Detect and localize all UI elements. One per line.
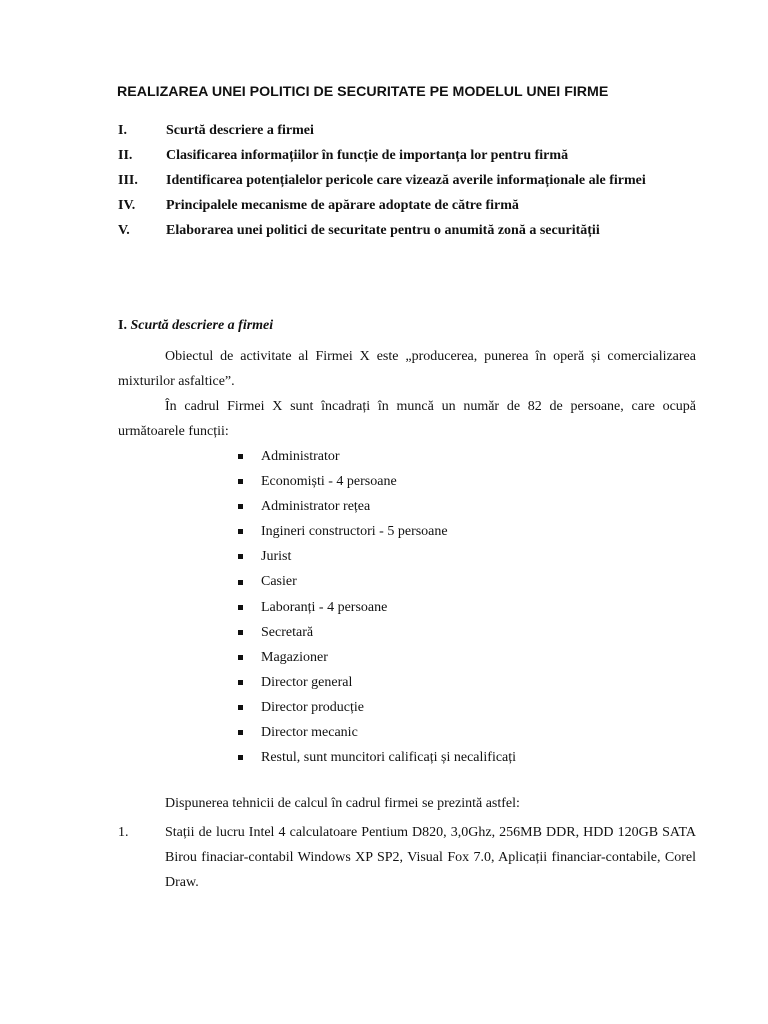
list-item-text: Magazioner — [261, 649, 328, 665]
list-item — [238, 469, 516, 494]
toc-item — [118, 193, 696, 218]
list-item — [238, 670, 516, 695]
toc-item-number: V. — [118, 223, 130, 238]
list-item-text: Director general — [261, 674, 353, 690]
list-item-text: Restul, sunt muncitori calificați și necalificați — [261, 750, 517, 766]
toc-item-number: III. — [118, 173, 138, 188]
toc-item — [118, 118, 696, 143]
bullet-icon — [238, 605, 243, 610]
bullet-icon — [238, 655, 243, 660]
toc-item-text: Scurtă descriere a firmei — [166, 123, 314, 138]
paragraph-equipment-intro: Dispunerea tehnicii de calcul în cadrul firmei se prezintă astfel: — [165, 796, 520, 811]
toc-item — [118, 218, 696, 243]
bullet-icon — [238, 479, 243, 484]
list-item-text: Administrator rețea — [261, 499, 371, 515]
list-item — [238, 494, 516, 519]
list-item-text: Secretară — [261, 624, 314, 640]
list-item — [238, 595, 516, 620]
toc-item-text: Clasificarea informațiilor în funcție de importanța lor pentru firmă — [166, 148, 569, 163]
toc-item — [118, 168, 696, 193]
bullet-icon — [238, 730, 243, 735]
toc-item-number: II. — [118, 148, 133, 163]
list-item — [238, 695, 516, 720]
list-item-text: Jurist — [261, 549, 292, 565]
bullet-icon — [238, 454, 243, 459]
list-item-text: Economiști - 4 persoane — [261, 474, 397, 490]
bullet-icon — [238, 630, 243, 635]
bullet-icon — [238, 705, 243, 710]
list-item — [238, 569, 516, 594]
list-item-text: Administrator — [261, 449, 340, 464]
list-item — [118, 820, 696, 895]
list-item-text: Casier — [261, 574, 297, 590]
list-item-text: Director mecanic — [261, 725, 358, 741]
list-item-text: Director producție — [261, 699, 365, 715]
toc-item — [118, 143, 696, 168]
list-item — [238, 720, 516, 745]
list-item — [238, 645, 516, 670]
equipment-list — [118, 820, 696, 895]
bullet-icon — [238, 529, 243, 534]
bullet-icon — [238, 504, 243, 509]
document-title: REALIZAREA UNEI POLITICI DE SECURITATE PE MODELUL UNEI FIRME — [117, 84, 609, 100]
table-of-contents — [118, 118, 696, 243]
section-number: I. — [118, 318, 127, 333]
list-item — [238, 444, 516, 469]
toc-item-number: I. — [118, 123, 127, 138]
toc-item-text: Principalele mecanisme de apărare adoptate de către firmă — [166, 198, 519, 213]
section-heading — [118, 318, 273, 334]
list-item — [238, 519, 516, 544]
list-item-text: Laboranți - 4 persoane — [261, 599, 388, 615]
list-item-text: Ingineri constructori - 5 persoane — [261, 524, 448, 540]
paragraph-staff: În cadrul Firmei X sunt încadrați în muncă un număr de 82 de persoane, care ocupă următoarele funcții: — [118, 399, 696, 439]
list-item — [238, 745, 516, 770]
bullet-icon — [238, 554, 243, 559]
list-item — [238, 544, 516, 569]
section-title: Scurtă descriere a firmei — [130, 318, 274, 333]
toc-item-text: Elaborarea unei politici de securitate pentru o anumită zonă a securității — [166, 223, 600, 238]
bullet-icon — [238, 755, 243, 760]
toc-item-text: Identificarea potențialelor pericole care vizează averile informaționale ale firmei — [166, 173, 646, 188]
list-item — [238, 620, 516, 645]
bullet-icon — [238, 580, 243, 585]
functions-list — [238, 444, 516, 770]
toc-item-number: IV. — [118, 198, 136, 213]
paragraph-activity: Obiectul de activitate al Firmei X este „producerea, punerea în operă și comercializarea mixturilor asfaltice”. — [118, 349, 696, 389]
bullet-icon — [238, 680, 243, 685]
list-item-text: Stații de lucru Intel 4 calculatoare Pentium D820, 3,0Ghz, 256MB DDR, HDD 120GB SATA Birou finaciar-contabil Windows XP SP2, Visual Fox 7.0, Aplicații financiar-contabile, Corel Draw. — [165, 825, 696, 890]
list-item-number: 1. — [118, 825, 129, 840]
